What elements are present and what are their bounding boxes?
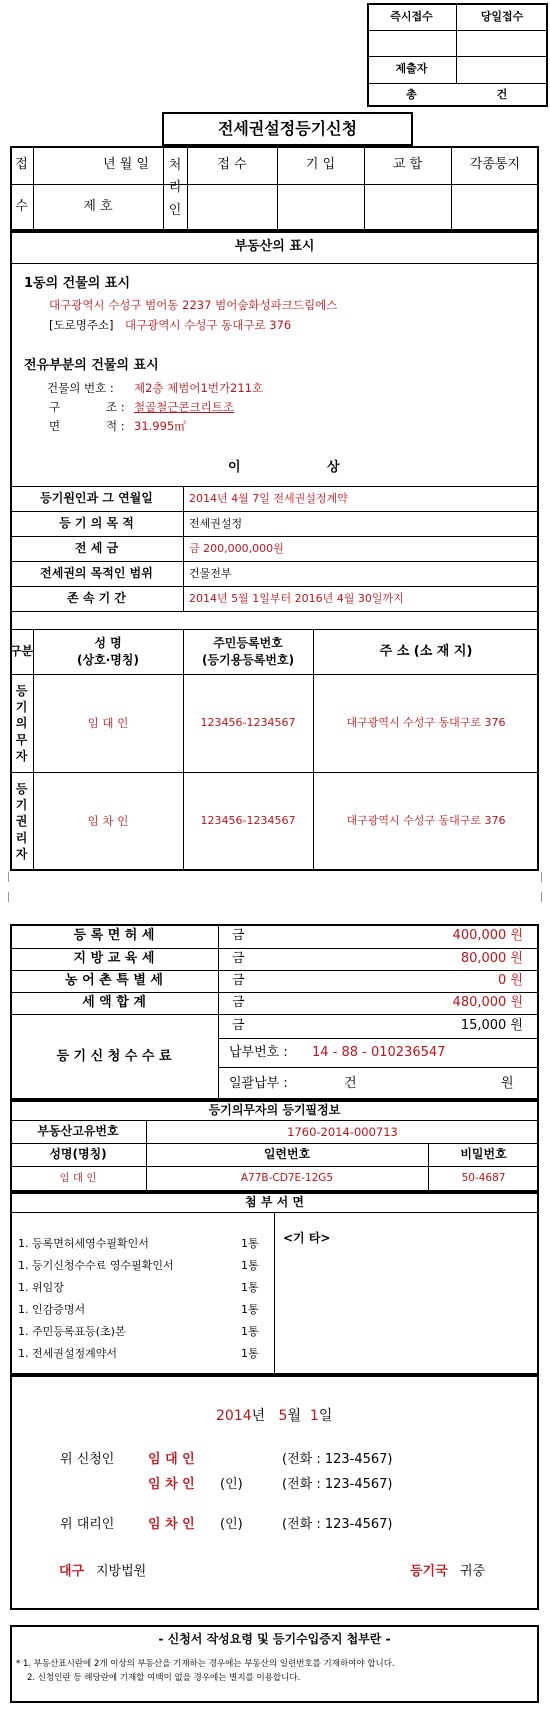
road-prefix: [도로명주소]: [49, 318, 114, 332]
submitter-label: 제출자: [395, 62, 428, 76]
structure-label-b: 조 :: [106, 400, 125, 414]
reception-date: 년 월 일: [103, 157, 149, 173]
attachment-item-name: 1. 등록면허세영수필확인서: [18, 1237, 149, 1250]
attachment-item-qty: 1통: [241, 1347, 259, 1360]
col-receipt: 접 수: [217, 157, 247, 173]
end-marker-b: 상: [327, 460, 340, 475]
tax-label-registration: 등 록 면 허 세: [73, 928, 155, 944]
signing-month-suffix: 월: [287, 1408, 301, 1424]
party-col-type: 구분: [10, 644, 33, 659]
reg-value-deposit: 금 200,000,000원: [189, 541, 284, 555]
party-col-name: [33, 630, 183, 674]
count-unit: 건: [496, 87, 508, 101]
note-item-1: * 1. 부동산표시란에 2개 이상의 부동산을 기재하는 경우에는 부동산의 일련번호를 기재하여야 합니다.: [16, 1659, 395, 1669]
processor-char-1: 처: [168, 158, 182, 174]
property-header: 부동산의 표시: [234, 239, 315, 255]
processor-char-3: 인: [168, 202, 182, 218]
obligee-type-char-1: 등: [15, 782, 28, 797]
attachments-header: 첨 부 서 면: [245, 1194, 304, 1209]
applicant-label: 위 신청인: [60, 1452, 115, 1467]
reg-value-cause: 2014년 4월 7일 전세권설정계약: [189, 491, 348, 505]
attachment-item-qty: 1통: [241, 1237, 259, 1250]
fee-amount: 15,000 원: [460, 1018, 523, 1034]
col-serial: 일련번호: [263, 1147, 311, 1162]
area-label-b: 적 :: [106, 419, 125, 433]
col-obligor-name: 성명(명칭): [49, 1147, 107, 1162]
signing-date: [216, 1409, 332, 1423]
reg-value-period: 2014년 5월 1일부터 2016년 4월 30일까지: [189, 591, 404, 605]
seal-mark-2: (인): [220, 1517, 243, 1532]
form-title: 전세권설정등기신청: [217, 119, 358, 139]
reg-label-cause: 등기원인과 그 연월일: [40, 491, 153, 506]
page-break-gap: [0, 871, 550, 903]
attachment-item-qty: 1통: [241, 1303, 259, 1316]
applicant-1: 임 대 인: [148, 1452, 195, 1467]
fee-label: 등 기 신 청 수 수 료: [56, 1048, 172, 1064]
tax-label-rural: 농 어 촌 특 별 세: [65, 973, 163, 989]
total-label: 총: [406, 87, 417, 101]
tax-cur-total: 금: [232, 995, 245, 1011]
col-entry: 기 입: [305, 157, 336, 173]
col-check: 교 합: [392, 157, 423, 173]
obligor-info-serial: A77B-CD7E-12G5: [240, 1172, 334, 1185]
tax-amount-registration: 400,000 원: [452, 928, 523, 944]
court-name: 대구: [59, 1564, 85, 1579]
structure-label-a: 구: [49, 400, 61, 414]
unit-no: 제2층 제범어1번가211호: [134, 381, 264, 395]
tax-cur-rural: 금: [232, 973, 245, 989]
obligee-type-char-2: 기: [15, 798, 28, 813]
attachment-item-name: 1. 위임장: [18, 1281, 64, 1294]
structure-value: 철골철근콘크리트조: [134, 400, 234, 414]
unit-title: 전유부분의 건물의 표시: [24, 358, 159, 373]
party-col-address: 주 소 (소 재 지): [379, 643, 473, 659]
office-suffix: 귀중: [460, 1564, 486, 1579]
obligee-type-char-4: 리: [15, 830, 28, 845]
tax-cur-education: 금: [232, 951, 245, 967]
agent-label: 위 대리인: [60, 1517, 115, 1532]
same-day-receipt-label: 당일접수: [480, 9, 524, 23]
obligee-type-char-5: 자: [15, 846, 28, 861]
bulk-unit-won: 원: [501, 1076, 514, 1091]
attachment-item-name: 1. 주민등록표등(초)본: [18, 1325, 126, 1338]
payment-number: 14 - 88 - 010236547: [312, 1045, 446, 1060]
property-id-label: 부동산고유번호: [37, 1124, 119, 1139]
party-col-id-2: (등기용등록번호): [201, 652, 295, 667]
party-col-id-1: 주민등록번호: [213, 636, 283, 651]
obligee-type-label: [10, 773, 33, 870]
obligor-name: 임 대 인: [87, 716, 129, 731]
reg-value-scope: 건물전부: [189, 566, 232, 580]
attachment-item-name: 1. 인감증명서: [18, 1303, 86, 1316]
seal-mark-1: (인): [220, 1477, 243, 1492]
obligor-type-char-4: 무: [15, 732, 28, 747]
tax-amount-education: 80,000 원: [460, 951, 523, 967]
party-col-name-2: (상호·명칭): [77, 652, 139, 667]
col-password: 비밀번호: [460, 1147, 507, 1162]
signing-month: 5: [278, 1408, 288, 1424]
tax-label-education: 지 방 교 육 세: [73, 951, 155, 967]
attachment-item-qty: 1통: [241, 1281, 259, 1294]
obligor-address: 대구광역시 수성구 동대구로 376: [346, 716, 506, 730]
obligor-type-char-5: 자: [15, 748, 28, 763]
attachment-item-name: 1. 전세권설정계약서: [18, 1347, 117, 1360]
signing-year: 2014: [216, 1408, 252, 1424]
reg-label-deposit: 전 세 금: [74, 541, 119, 556]
bulk-unit-count: 건: [344, 1076, 357, 1091]
bulk-payment-label: 일괄납부 :: [229, 1076, 288, 1091]
reg-value-purpose: 전세권설정: [189, 516, 243, 530]
obligee-id: 123456-1234567: [200, 814, 296, 828]
building-address: 대구광역시 수성구 범어동 2237 범어숲화성파크드림에스: [49, 298, 338, 312]
immediate-receipt-label: 즉시접수: [390, 9, 433, 23]
agent-name: 임 차 인: [148, 1517, 195, 1532]
court-suffix: 지방법원: [96, 1564, 147, 1579]
notes-title: - 신청서 작성요령 및 등기수입증지 첩부란 -: [158, 1632, 391, 1647]
reg-label-period: 존 속 기 간: [67, 591, 126, 606]
tax-cur-registration: 금: [232, 928, 245, 944]
processor-label: [163, 147, 187, 230]
unit-no-label: 건물의 번호 :: [47, 381, 114, 395]
obligee-name: 임 차 인: [87, 814, 129, 829]
attachment-item-qty: 1통: [241, 1325, 259, 1338]
obligee-address: 대구광역시 수성구 동대구로 376: [346, 814, 506, 828]
end-marker-a: 이: [228, 460, 241, 475]
area-label-a: 면: [49, 419, 61, 433]
office-name: 등기국: [410, 1564, 448, 1579]
attachments-other-label: <기 타>: [283, 1231, 331, 1245]
phone-1: (전화 : 123-4567): [282, 1452, 393, 1467]
property-id: 1760-2014-000713: [287, 1124, 398, 1139]
reception-side-1: 접: [15, 157, 28, 173]
obligor-id: 123456-1234567: [200, 716, 296, 730]
obligor-type-char-1: 등: [15, 684, 28, 699]
reception-number: 제 호: [83, 198, 113, 214]
col-notice: 각종통지: [469, 157, 521, 173]
phone-3: (전화 : 123-4567): [282, 1517, 393, 1532]
obligor-type-char-2: 기: [15, 700, 28, 715]
obligor-info-password: 50-4687: [461, 1172, 506, 1185]
processor-char-2: 리: [168, 180, 182, 196]
reg-label-purpose: 등 기 의 목 적: [59, 516, 134, 531]
attachment-item-name: 1. 등기신청수수료 영수필확인서: [18, 1259, 174, 1272]
obligor-info-header: 등기의무자의 등기필정보: [208, 1102, 341, 1117]
fee-cur: 금: [232, 1018, 245, 1034]
area-value: 31.995㎡: [134, 419, 186, 433]
tax-amount-rural: 0 원: [498, 973, 523, 989]
tax-amount-total: 480,000 원: [452, 995, 523, 1011]
obligor-type-label: [10, 675, 33, 772]
obligor-info-name: 임 대 인: [59, 1172, 97, 1185]
payment-number-label: 납부번호 :: [229, 1045, 288, 1060]
party-col-name-1: 성 명: [94, 636, 122, 651]
building-title: 1동의 건물의 표시: [24, 276, 131, 291]
reg-label-scope: 전세권의 목적인 범위: [40, 566, 153, 581]
phone-2: (전화 : 123-4567): [282, 1477, 393, 1492]
signing-day: 1: [309, 1408, 319, 1424]
signing-day-suffix: 일: [318, 1408, 333, 1424]
obligee-type-char-3: 권: [15, 814, 28, 829]
tax-label-total: 세 액 합 계: [82, 995, 146, 1011]
reception-side-2: 수: [15, 198, 28, 214]
applicant-2: 임 차 인: [148, 1477, 195, 1492]
road-address: 대구광역시 수성구 동대구로 376: [125, 318, 292, 332]
attachment-item-qty: 1통: [241, 1259, 259, 1272]
party-col-id: [183, 630, 313, 674]
note-item-2: 2. 신청인란 등 해당란에 기재할 여백이 없을 경우에는 별지를 이용합니다.: [27, 1673, 301, 1683]
signing-year-suffix: 년: [251, 1408, 266, 1424]
obligor-type-char-3: 의: [15, 716, 28, 731]
